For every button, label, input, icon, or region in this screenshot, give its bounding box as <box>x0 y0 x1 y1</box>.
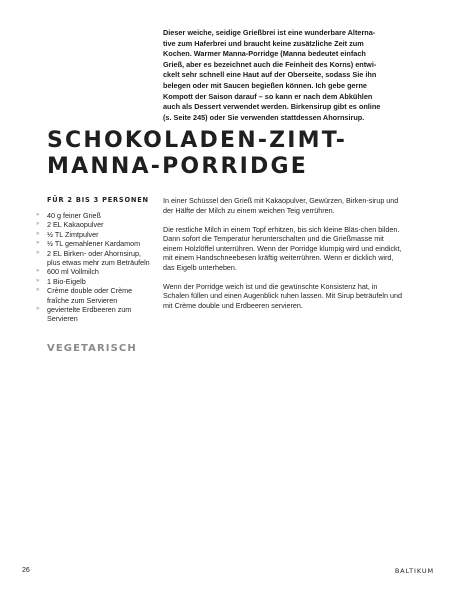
intro-text <box>163 28 403 123</box>
ingredient-item <box>36 277 156 286</box>
ingredient-text: 2 EL Kakaopulver <box>47 220 104 230</box>
bullet-icon: » <box>36 230 40 237</box>
ingredient-text: 1 Bio-Eigelb <box>47 276 86 286</box>
intro-line: belegen oder mit Saucen begießen können. Ich gebe gerne <box>163 80 367 90</box>
bullet-icon: » <box>36 306 40 313</box>
intro-line: tive zum Haferbrei und braucht keine zusätzliche Zeit zum <box>163 38 364 48</box>
running-head: BALTIKUM <box>394 567 434 575</box>
intro-line: Grieß, aber es bezeichnet auch die Feinheit des Korns) entwi- <box>163 59 377 69</box>
page-number: 26 <box>22 567 30 574</box>
bullet-icon: » <box>36 268 40 275</box>
ingredient-item <box>36 286 156 305</box>
intro-line: auch als Dessert verwendet werden. Birkensirup gibt es online <box>163 102 381 112</box>
bullet-icon: » <box>36 221 40 228</box>
recipe-title <box>47 128 387 180</box>
bullet-icon: » <box>36 277 40 284</box>
vegetarian-tag: VEGETARISCH <box>47 343 137 354</box>
bullet-icon: » <box>36 287 40 294</box>
intro-line: (s. Seite 245) oder Sie verwenden stattdessen Ahornsirup. <box>163 112 365 122</box>
bullet-icon: » <box>36 249 40 256</box>
ingredient-list <box>36 211 156 324</box>
ingredient-item <box>36 239 156 248</box>
ingredient-item <box>36 211 156 220</box>
ingredient-item <box>36 305 156 324</box>
intro-line: Dieser weiche, seidige Grießbrei ist eine wunderbare Alterna- <box>163 28 376 37</box>
ingredient-text: 40 g feiner Grieß <box>47 211 101 220</box>
recipe-title-line-2: MANNA-PORRIDGE <box>47 154 308 179</box>
ingredient-text: geviertelte Erdbeeren zum Servieren <box>47 305 132 324</box>
bullet-icon: » <box>36 240 40 247</box>
intro-line: ckelt sehr schnell eine Haut auf der Oberseite, sodass Sie ihn <box>163 70 377 80</box>
method-text <box>163 196 403 320</box>
ingredient-text: Crème double oder Crème fraîche zum Servieren <box>47 286 133 305</box>
ingredient-item <box>36 249 156 268</box>
method-paragraph: Die restliche Milch in einem Topf erhitzen, bis sich kleine Bläs-chen bilden. Dann sofort die Temperatur herunterschalten und die Grießmasse mit einem Holzlöffel unterrühren. Wenn der Porridge klumpig wird und eindickt, mit einem Handschneebesen kräftig weiterrühren. Wenn er dicklich wird, das Eigelb unterheben. <box>163 224 402 272</box>
ingredient-text: ½ TL Zimtpulver <box>47 229 99 239</box>
ingredient-text: 2 EL Birken- oder Ahornsirup, plus etwas mehr zum Beträufeln <box>47 248 150 268</box>
intro-line: Kompott der Saison darauf – so kann er nach dem Abkühlen <box>163 91 373 101</box>
recipe-title-line-1: SCHOKOLADEN-ZIMT- <box>47 128 348 153</box>
intro-line: Kochen. Warmer Manna-Porridge (Manna bedeutet einfach <box>163 49 366 59</box>
method-paragraph: In einer Schüssel den Grieß mit Kakaopulver, Gewürzen, Birken-sirup und der Hälfte der Milch zu einem weichen Teig verrühren. <box>163 196 399 215</box>
method-paragraph: Wenn der Porridge weich ist und die gewünschte Konsistenz hat, in Schalen füllen und einen Augenblick ruhen lassen. Mit Sirup beträufeln und mit Crème double und Erdbeeren servieren. <box>163 281 402 310</box>
ingredient-text: 600 ml Vollmilch <box>47 267 99 277</box>
ingredient-item <box>36 267 156 276</box>
bullet-icon: » <box>36 212 40 218</box>
servings-heading: FÜR 2 BIS 3 PERSONEN <box>47 196 149 204</box>
ingredient-item <box>36 220 156 229</box>
ingredient-text: ½ TL gemahlener Kardamom <box>47 239 141 249</box>
ingredient-item <box>36 230 156 239</box>
